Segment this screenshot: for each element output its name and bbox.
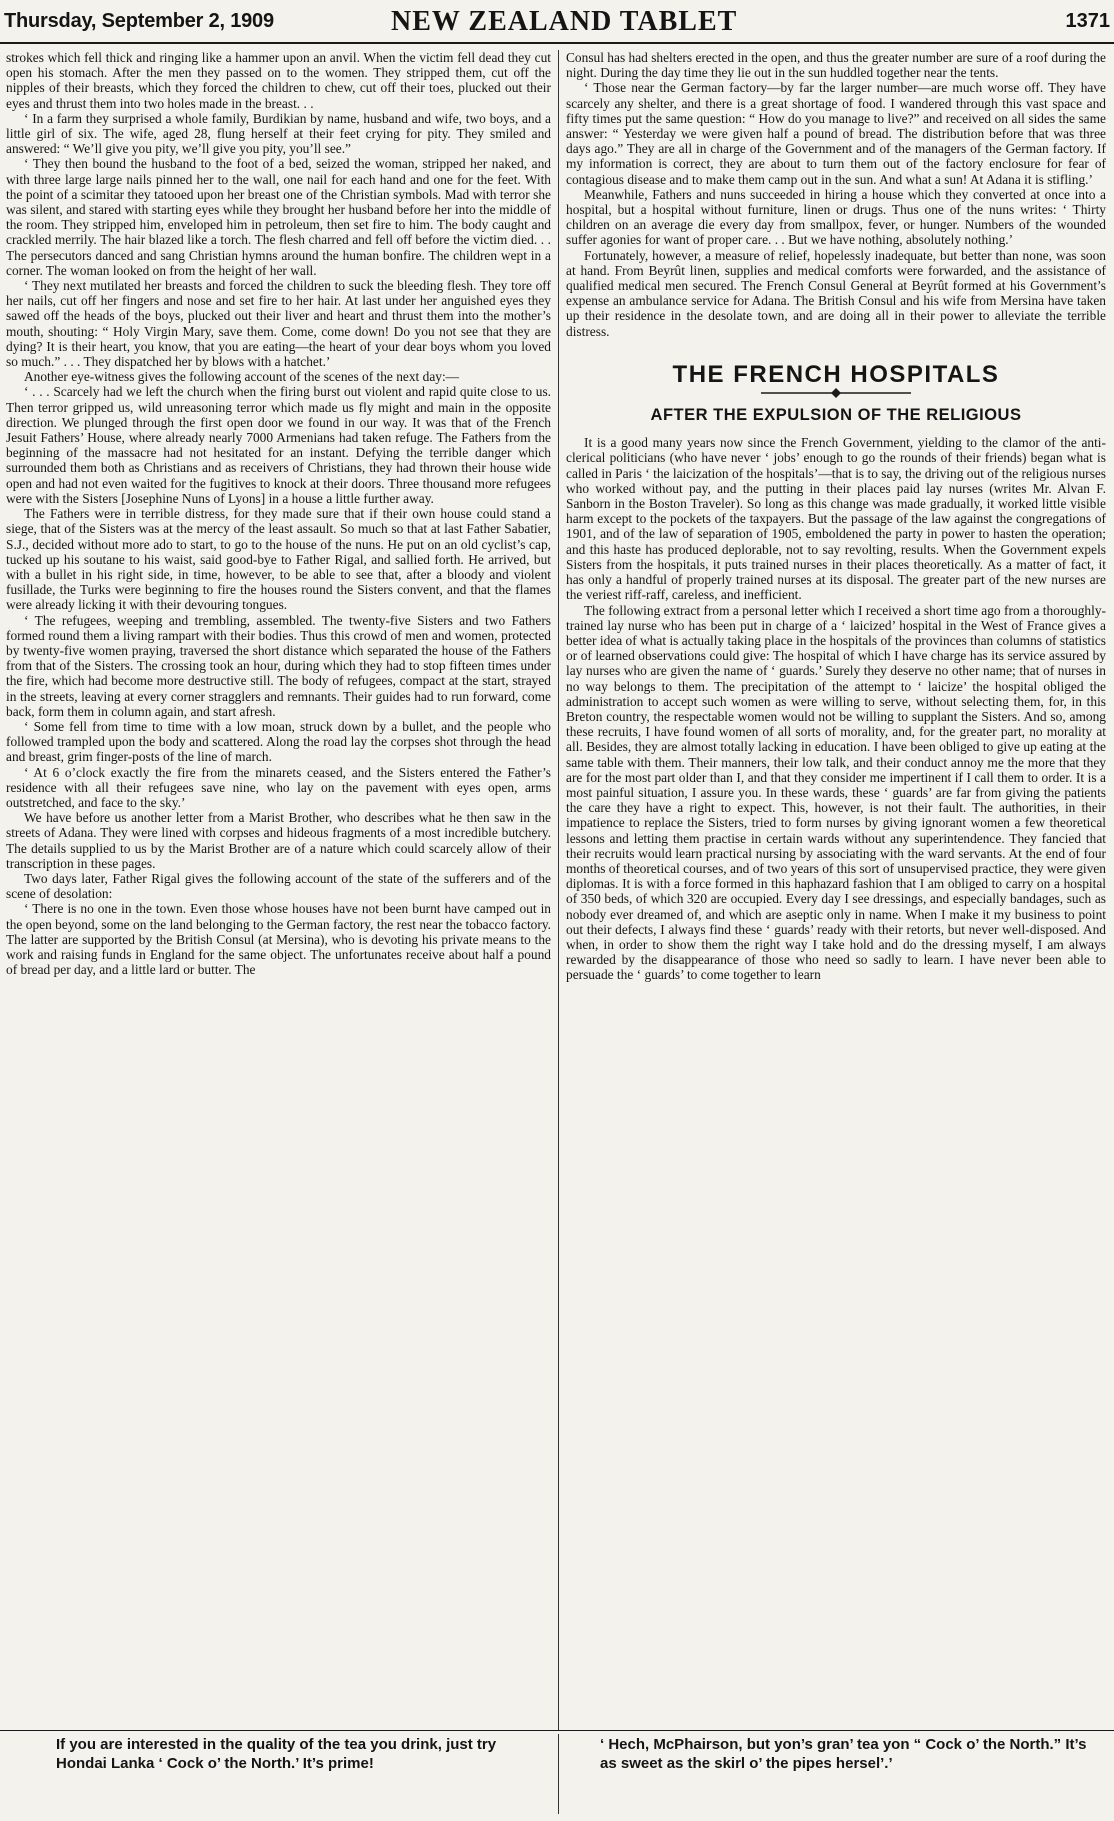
advert-left: If you are interested in the quality of the tea you drink, just try Hondai Lanka ‘ Cock o’ the North.’ It’s prime! bbox=[56, 1736, 497, 1772]
left-column bbox=[6, 50, 551, 1727]
paragraph: ‘ They then bound the husband to the foot of a bed, seized the woman, stripped her naked, and with three large large nails pinned her to the wall, one nail for each hand and one for the feet. With the point of a scimitar they tatooed upon her breast one of the Christian symbols. Mad with terror she was silent, and stared with starting eyes while they brought her husband before her into the middle of the room. They stripped him, enveloped him in petroleum, then set fire to him. The body caught and crackled merrily. The hair blazed like a torch. The flesh charred and fell off before the victim died. . . The persecutors danced and sang Christian hymns around the human bonfire. The children wept in a corner. The woman looked on from the height of her wall. bbox=[6, 156, 551, 278]
ornament-rule-icon bbox=[761, 388, 911, 398]
paragraph: ‘ . . . Scarcely had we left the church when the firing burst out violent and rapid quite close to us. Then terror gripped us, wild unreasoning terror which made us fly might and main in the opposite direction. We plunged through the first open door we found in our way. It was that of the French Jesuit Fathers’ House, where already nearly 7000 Armenians had taken refuge. The Fathers from the beginning of the massacre had not hesitated for an instant. Defying the terrible danger which surrounded them both as Christians and as receivers of Christians, they had thrown their house wide open and had not even waited for the fugitives to knock at their doors. Three thousand more refugees were with the Sisters [Josephine Nuns of Lyons] in a house a little further away. bbox=[6, 384, 551, 506]
page-number: 1371 bbox=[1065, 10, 1110, 32]
paragraph: Fortunately, however, a measure of relief, hopelessly inadequate, but better than none, was soon at hand. From Beyrût linen, supplies and medical comforts were forwarded, and the assistance of qualified medical men secured. The French Consul General at Beyrût formed at his Government’s expense an ambulance service for Adana. The British Consul and his wife from Mersina have taken up their residence in the desolate town, and are doing all in their power to alleviate the terrible distress. bbox=[566, 247, 1106, 339]
paragraph: Consul has had shelters erected in the open, and thus the greater number are sure of a roof during the night. During the day time they lie out in the sun huddled together near the tents. bbox=[566, 50, 1106, 81]
paragraph: Two days later, Father Rigal gives the following account of the state of the sufferers and of the scene of desolation: bbox=[6, 870, 551, 902]
footer-divider bbox=[558, 1734, 559, 1814]
right-column bbox=[566, 50, 1106, 1727]
paragraph: The Fathers were in terrible distress, for they made sure that if their own house could stand a siege, that of the Sisters was at the mercy of the least assault. So much so that at last Father Sabatier, S.J., decided without more ado to start, to go to the house of the nuns. He put on an old cyclist’s cap, tucked up his soutane to his waist, said good-bye to Father Rigal, and sallied forth. He arrived, but with a bullet in his right side, in time, however, to be able to see that, after a bloody and violent fusillade, the Turks were beginning to fire the houses round the Sisters convent, and that the flames were already licking it with their devouring tongues. bbox=[6, 506, 551, 613]
paragraph: ‘ Some fell from time to time with a low moan, struck down by a bullet, and the people who followed trampled upon the body and scattered. Along the road lay the corpses shot through the head and breast, grim finger-posts of the line of march. bbox=[6, 718, 551, 765]
paragraph: ‘ They next mutilated her breasts and forced the children to suck the bleeding flesh. They tore off her nails, cut off her fingers and nose and set fire to her hair. At last under her anguished eyes they sawed off the heads of the boys, plucked out their liver and heart and thrust them into the mother’s mouth, shouting: “ Holy Virgin Mary, save them. Come, come down! Do you not see that they are dying? It is their heart, you know, that you are eating—the heart of your dear boys whom you loved so much.” . . . They dispatched her by blows with a hatchet.’ bbox=[6, 278, 551, 370]
paragraph: ‘ In a farm they surprised a whole family, Burdikian by name, husband and wife, two boys, and a little girl of six. The wife, aged 28, flung herself at their feet crying for pity. They smiled and answered: “ We’ll give you pity, we’ll give you pity, you’ll see.” bbox=[6, 110, 551, 157]
section-subtitle: AFTER THE EXPULSION OF THE RELIGIOUS bbox=[650, 406, 1022, 425]
advert-right: ‘ Hech, McPhairson, but yon’s gran’ tea yon “ Cock o’ the North.” It’s as sweet as the skirl o’ the pipes hersel’.’ bbox=[600, 1736, 1087, 1772]
paragraph: It is a good many years now since the French Government, yielding to the clamor of the anti-clerical politicians (who have never ‘ jobs’ enough to go the rounds of their friends) began what is called in Paris ‘ the laicization of the hospitals’—that is to say, the driving out of the religious nurses who worked without pay, and the putting in their places paid lay nurses (writes Mr. Alvan F. Sanborn in the Boston Traveler). So long as this change was made gradually, it worked little visible harm except to the pockets of the taxpayers. But the passage of the law against the congregations of 1901, and of the law of separation of 1905, emboldened the party in power to hasten the operation; and this haste has produced deplorable, not to say revolting, results. When the Government expels Sisters from the hospitals, it puts trained nurses in their places theoretically. As a matter of fact, it has only a handful of properly trained nurses at its disposal. The greater part of the new nurses are the veriest riff-raff, careless, and inefficient. bbox=[566, 435, 1106, 603]
masthead-title: NEW ZEALAND TABLET bbox=[391, 6, 738, 37]
page-header bbox=[0, 6, 1114, 40]
paragraph: Another eye-witness gives the following account of the scenes of the next day:— bbox=[24, 369, 460, 385]
footer-rule bbox=[0, 1730, 1114, 1731]
paragraph: ‘ The refugees, weeping and trembling, assembled. The twenty-five Sisters and two Fathers formed round them a living rampart with their bodies. Thus this crowd of men and women, protected by twenty-five women praying, traversed the short distance which separated the house of the Fathers from that of the Sisters. The crossing took an hour, during which they had to stop fifteen times under the fire, which had become more destructive still. The body of refugees, compact at the start, strayed in the streets, leaving at every corner stragglers and remnants. Their guides had to run forward, come back, form them in column again, and start afresh. bbox=[6, 612, 551, 719]
header-rule bbox=[0, 42, 1114, 44]
paragraph: ‘ At 6 o’clock exactly the fire from the minarets ceased, and the Sisters entered the Father’s residence with all their refugees save nine, who lay on the pavement with eyes open, arms outstretched, and face to the sky.’ bbox=[6, 764, 551, 810]
paragraph: The following extract from a personal letter which I received a short time ago from a thoroughly-trained lay nurse who has been put in charge of a ‘ laicized’ hospital in the West of France gives a better idea of what is actually taking place in the hospitals of the provinces than columns of statistics or of learned observations could give: The hospital of which I have charge has its service assured by lay nurses who are given the name of ‘ guards.’ Surely they deserve no other name; that of nurses in no way belongs to them. The precipitation of the attempt to ‘ laicize’ the hospital obliged the administration to accept such women as were willing to serve, without selecting them, for, in this Breton country, the respectable women would not be willing to supplant the Sisters. And so, among these recruits, I have found women of all sorts of morality, and, for the greater part, no morality at all. Besides, they are almost totally lacking in education. I have been obliged to give up eating at the same table with them. Their manners, their low talk, and their conduct annoy me the more that they are for the most part older than I, and that they consider me impertinent if I call them to order. It is a most painful situation, I assure you. In these wards, these ‘ guards’ are far from giving the patients the care they have a right to expect. This, however, is not their fault. The authorities, in their impatience to replace the Sisters, tried to form nurses by giving ignorant women a few theoretical lessons and letting them practise in certain wards without any superintendence. They fancied that their recruits would learn practical nursing by associating with the ward servants. At the end of four months of theoretical courses, and of two years of this sort of unsupervised practice, they were given diplomas. It is with a force formed in this haphazard fashion that I am obliged to carry on a hospital of 350 beds, of which 320 are occupied. Every day I see dressings, and especially bandages, such as nobody ever dreamed of, and which are aseptic only in name. When I make it my business to point out their defects, I always find these ‘ guards’ ready with their retorts, but never well-disposed. And when, in order to show them the right way I take hold and do the dressing myself, I am always rewarded by the disappearance of those who need so sadly to learn. I have never been able to persuade the ‘ guards’ to come together to learn bbox=[566, 602, 1106, 983]
paragraph: ‘ There is no one in the town. Even those whose houses have not been burnt have camped out in the open beyond, some on the land belonging to the German factory, the rest near the tobacco factory. The latter are supported by the British Consul (at Mersina), who is devoting his private means to the work and raising funds in England for the same object. The unfortunates receive about half a pound of bread per day, and a little lard or butter. The bbox=[6, 901, 551, 978]
section-title: THE FRENCH HOSPITALS bbox=[672, 360, 1000, 388]
paragraph: ‘ Those near the German factory—by far the larger number—are much worse off. They have scarcely any shelter, and there is a great shortage of food. I wandered through this vast space and fifty times put the same question: “ How do you manage to live?” and received on all sides the same answer: “ Yesterday we were given half a pound of bread. The distribution before that was three days ago.” They are all in charge of the Government and of the managers of the German factory. If my information is correct, they are about to turn them out of the factory enclosure for fear of contagious disease and to make them camp out in the sun. And what a sun! At Adana it is stifling.’ bbox=[566, 80, 1106, 187]
paragraph: strokes which fell thick and ringing like a hammer upon an anvil. When the victim fell dead they cut open his stomach. After the men they passed on to the women. They stripped them, cut off the nipples of their breasts, which they forced the children to chew, cut off their toes, plucked out their eyes and thrust them into two holes made in the breast. . . bbox=[6, 50, 551, 111]
paragraph: We have before us another letter from a Marist Brother, who describes what he then saw in the streets of Adana. They were lined with corpses and hideous fragments of a most incredible butchery. The details supplied to us by the Marist Brother are of a nature which could scarcely allow of their transcription in these pages. bbox=[6, 810, 551, 871]
header-date: Thursday, September 2, 1909 bbox=[4, 10, 274, 32]
paragraph: Meanwhile, Fathers and nuns succeeded in hiring a house which they converted at once into a hospital, but a hospital without furniture, linen or drugs. Thus one of the nuns writes: ‘ Thirty children on an average die every day from smallpox, fever, or hunger. Numbers of the wounded suffer agonies for want of proper care. . . But we have nothing, absolutely nothing.’ bbox=[566, 186, 1106, 248]
column-divider bbox=[558, 50, 559, 1730]
